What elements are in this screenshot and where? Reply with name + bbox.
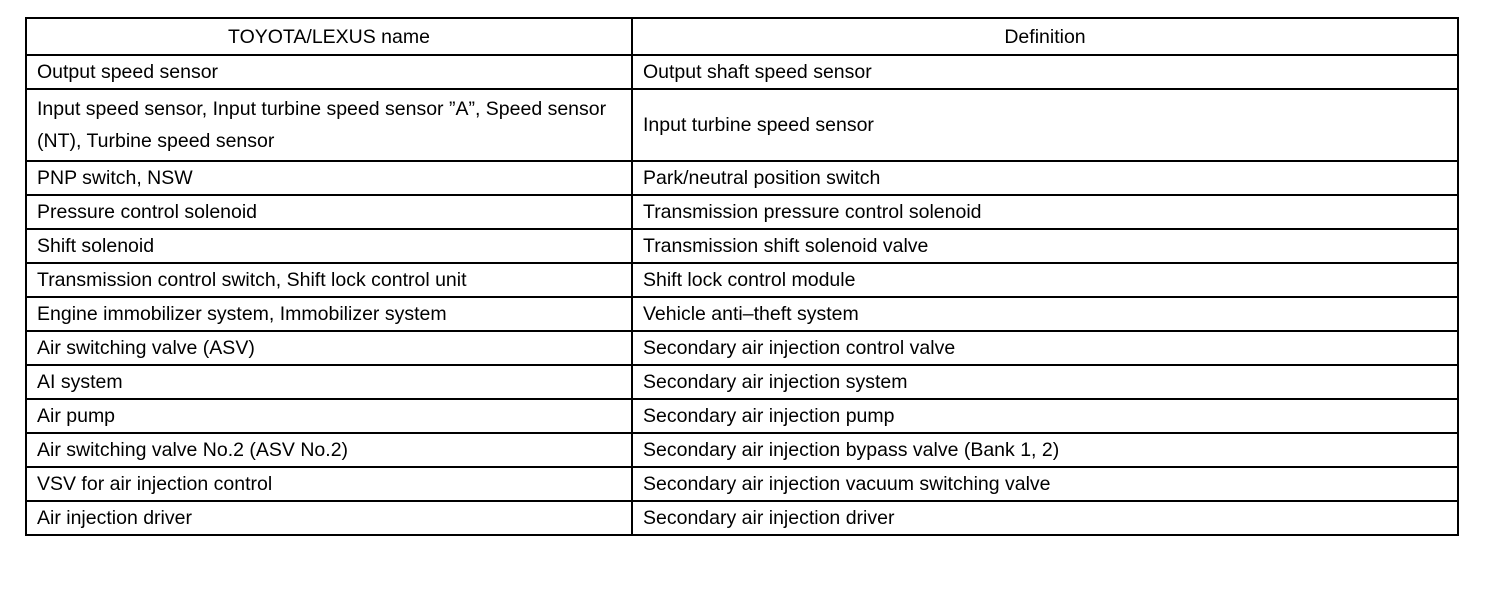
- table-row: [26, 297, 1458, 331]
- table-row: [26, 467, 1458, 501]
- table-row: [26, 365, 1458, 399]
- table-row: [26, 501, 1458, 535]
- definition-cell: Shift lock control module: [632, 263, 1458, 297]
- definition-cell: Secondary air injection driver: [632, 501, 1458, 535]
- name-cell: Air injection driver: [26, 501, 632, 535]
- name-cell: Output speed sensor: [26, 55, 632, 89]
- name-cell: Air switching valve No.2 (ASV No.2): [26, 433, 632, 467]
- definition-cell: Secondary air injection control valve: [632, 331, 1458, 365]
- table-header-row: [26, 18, 1458, 55]
- name-cell: Engine immobilizer system, Immobilizer system: [26, 297, 632, 331]
- definition-cell: Transmission shift solenoid valve: [632, 229, 1458, 263]
- table-row: [26, 263, 1458, 297]
- name-cell: Transmission control switch, Shift lock control unit: [26, 263, 632, 297]
- name-cell: PNP switch, NSW: [26, 161, 632, 195]
- definition-cell: Transmission pressure control solenoid: [632, 195, 1458, 229]
- table-row: [26, 229, 1458, 263]
- name-cell: Input speed sensor, Input turbine speed sensor ”A”, Speed sensor (NT), Turbine speed sensor: [26, 89, 632, 161]
- table-row: [26, 195, 1458, 229]
- name-cell: VSV for air injection control: [26, 467, 632, 501]
- terminology-table: [25, 17, 1459, 536]
- table-row: [26, 331, 1458, 365]
- table-row: [26, 89, 1458, 161]
- table-row: [26, 433, 1458, 467]
- table-row: [26, 399, 1458, 433]
- definition-cell: Input turbine speed sensor: [632, 89, 1458, 161]
- definition-cell: Secondary air injection vacuum switching valve: [632, 467, 1458, 501]
- name-cell: Shift solenoid: [26, 229, 632, 263]
- table-row: [26, 55, 1458, 89]
- name-cell: Pressure control solenoid: [26, 195, 632, 229]
- header-definition: Definition: [632, 18, 1458, 55]
- header-toyota-lexus-name: TOYOTA/LEXUS name: [26, 18, 632, 55]
- name-cell: AI system: [26, 365, 632, 399]
- definition-cell: Vehicle anti–theft system: [632, 297, 1458, 331]
- definition-cell: Output shaft speed sensor: [632, 55, 1458, 89]
- table-row: [26, 161, 1458, 195]
- definition-cell: Park/neutral position switch: [632, 161, 1458, 195]
- definition-cell: Secondary air injection system: [632, 365, 1458, 399]
- definition-cell: Secondary air injection bypass valve (Bank 1, 2): [632, 433, 1458, 467]
- name-cell: Air pump: [26, 399, 632, 433]
- definition-cell: Secondary air injection pump: [632, 399, 1458, 433]
- name-cell: Air switching valve (ASV): [26, 331, 632, 365]
